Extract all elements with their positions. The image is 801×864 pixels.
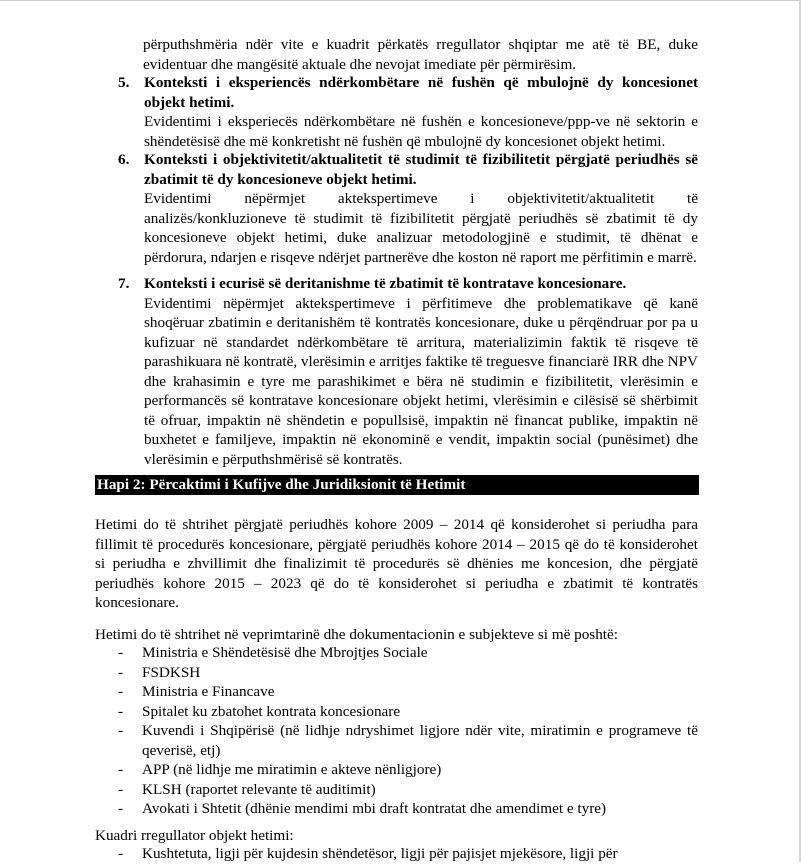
section-heading-hapi-2: Hapi 2: Përcaktimi i Kufijve dhe Juridiksionit të Hetimit (95, 475, 699, 495)
list-item: - Kuvendi i Shqipërisë (në lidhje ndryshimet ligjore ndër vite, miratimin e programeve të qeverisë, etj) (118, 722, 698, 759)
numbered-item-6 (118, 150, 698, 267)
list-item: - Avokati i Shtetit (dhënie mendimi mbi draft kontratat dhe amendimet e tyre) (118, 800, 607, 817)
item-title: Konteksti i eksperiencës ndërkombëtare në fushën që mbulojnë dy koncesionet objekt hetimi. (144, 74, 698, 111)
list-item: - Spitalet ku zbatohet kontrata koncesionare (118, 702, 401, 720)
intro-line-1: përputhshmëria ndër vite e kuadrit përkatës rregullator shqiptar me atë të BE, duke (143, 36, 698, 53)
item-number: 6. (118, 151, 130, 168)
item-body: Evidentimi i eksperiecës ndërkombëtare në fushën e koncesioneve/ppp-ve në sektorin e shëndetësisë dhe më konkretisht në fushën që mbulojnë dy koncesionet objekt hetimi. (144, 113, 698, 150)
list-item: - Ministria e Financave (118, 683, 275, 700)
intro-fragment (143, 35, 698, 74)
numbered-item-7 (118, 274, 698, 469)
list-item: - Kushtetuta, ligji për kujdesin shëndetësor, ligji për pajisjet mjekësore, ligji për (118, 845, 618, 862)
list-item: - Ministria e Shëndetësisë dhe Mbrojtjes Sociale (118, 644, 428, 661)
item-number: 5. (118, 74, 130, 91)
list-item: - FSDKSH (118, 663, 201, 681)
list-item: - KLSH (raportet relevante të auditimit) (118, 780, 376, 798)
framework-intro: Kuadri rregullator objekt hetimi: (95, 827, 294, 844)
list-item: - APP (në lidhje me miratimin e akteve nënligjore) (118, 761, 442, 778)
entities-intro: Hetimi do të shtrihet në veprimtarinë dhe dokumentacionin e subjekteve si më poshtë: (95, 626, 618, 643)
numbered-item-5 (118, 73, 698, 151)
entities-list (118, 643, 698, 819)
framework-list (118, 844, 698, 864)
item-body: Evidentimi nëpërmjet aktekspertimeve i objektivitetit/aktualitetit të analizës/konkluzioneve të studimit të fizibilitetit përgjatë periudhës së zbatimit të dy koncesioneve objekt hetimi, duke analizuar metodologjinë e studimit, të dhënat e përdorura, ndarjen e risqeve ndërjet partnerëve dhe koston në raport me përfitimin e marrë. (144, 190, 698, 266)
item-title: Konteksti i ecurisë së deritanishme të zbatimit të kontratave koncesionare. (144, 275, 627, 292)
intro-line-2: evidentuar dhe mangësitë aktuale dhe nevojat imediate për përmirësim. (143, 55, 577, 73)
item-body: Evidentimi nëpërmjet aktekspertimeve i përfitimeve dhe problematikave që kanë shoqëruar zbatimin e deritanishëm të kontratës koncesionare, duke u përqëndruar por pa u kufizuar në standardet ndërkombëtare të arritura, materializimin faktik të risqeve të parashikuara në kontratë, vlerësimin e arritjes faktike të treguesve financiarë IRR dhe NPV dhe krahasimin e tyre me parashikimet e bëra në studimin e fizibilitetit, vlerësimin e performancës së kontratave koncesionare objekt hetimi, vlerësimin e cilësisë së shërbimit të ofruar, impaktin në shëndetin e popullsisë, impaktin në financat publike, impaktin në buxhetet e familjeve, impaktin në ekonominë e vendit, impaktin social (punësimet) dhe vlerësimin e përputhshmërisë së kontratës. (144, 294, 698, 468)
scope-paragraph: Hetimi do të shtrihet përgjatë periudhës kohore 2009 – 2014 që konsiderohet si periudha para fillimit të procedurës koncesionare, përgjatë periudhës kohore 2014 – 2015 që do të konsiderohet si periudha e zhvillimit dhe finalizimit të procedurës së dhënies me koncesion, dhe përgjatë periudhës kohore 2015 – 2023 që do të konsiderohet si periudha e zbatimit të kontratës koncesionare. (95, 516, 698, 611)
item-number: 7. (118, 275, 130, 292)
item-title: Konteksti i objektivitetit/aktualitetit të studimit të fizibilitetit përgjatë periudhës së zbatimit të dy koncesioneve objekt hetimi. (144, 151, 698, 188)
